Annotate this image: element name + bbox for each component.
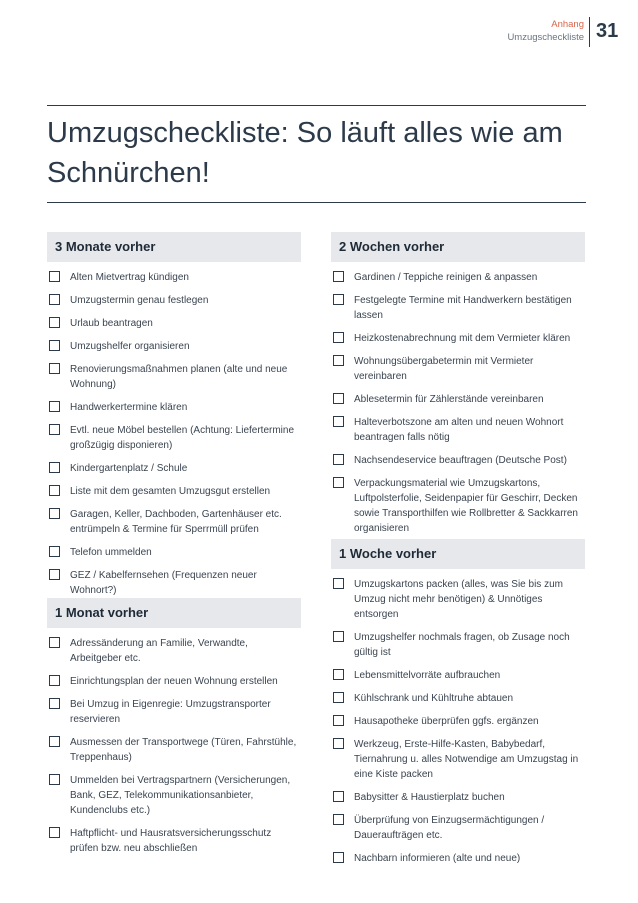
checkbox[interactable] [333, 294, 344, 305]
header-divider [589, 17, 590, 47]
item-label: Wohnungsübergabetermin mit Vermieter vereinbaren [354, 356, 534, 382]
checklist [331, 577, 585, 866]
item-label: Einrichtungsplan der neuen Wohnung erstellen [70, 676, 278, 687]
item-label: Kühlschrank und Kühltruhe abtauen [354, 693, 514, 704]
checkbox[interactable] [49, 462, 60, 473]
checklist [331, 270, 585, 536]
checkbox[interactable] [49, 569, 60, 580]
checkbox[interactable] [333, 715, 344, 726]
checkbox[interactable] [333, 669, 344, 680]
item-label: Umzugshelfer nochmals fragen, ob Zusage noch gültig ist [354, 632, 570, 658]
checklist-item[interactable] [47, 507, 301, 537]
page-header [0, 0, 638, 60]
item-label: Ummelden bei Vertragspartnern (Versicherungen, Bank, GEZ, Telekommunikationsanbieter, Kundenclubs etc.) [70, 775, 291, 816]
item-label: Werkzeug, Erste-Hilfe-Kasten, Babybedarf, Tiernahrung u. alles Notwendige am Umzugstag in eine Kiste packen [354, 739, 579, 780]
checklist-item[interactable] [331, 790, 585, 805]
checklist-item[interactable] [47, 316, 301, 331]
checkbox[interactable] [49, 546, 60, 557]
item-label: Liste mit dem gesamten Umzugsgut erstellen [70, 486, 271, 497]
checklist-item[interactable] [331, 691, 585, 706]
checkbox[interactable] [333, 271, 344, 282]
item-label: Gardinen / Teppiche reinigen & anpassen [354, 272, 538, 283]
checklist-item[interactable] [47, 362, 301, 392]
checklist-item[interactable] [47, 339, 301, 354]
section-1-woche [331, 539, 585, 874]
checkbox[interactable] [49, 294, 60, 305]
header-section: Anhang [551, 19, 584, 30]
checklist-item[interactable] [47, 270, 301, 285]
title-rule-bottom [47, 202, 586, 203]
item-label: Garagen, Keller, Dachboden, Gartenhäuser etc. entrümpeln & Termine für Sperrmüll prüfen [70, 509, 282, 535]
checklist-item[interactable] [331, 737, 585, 782]
checkbox[interactable] [333, 852, 344, 863]
item-label: Heizkostenabrechnung mit dem Vermieter klären [354, 333, 571, 344]
title-line-2: Schnürchen! [47, 157, 210, 189]
checkbox[interactable] [49, 637, 60, 648]
running-header [507, 18, 584, 44]
checklist-item[interactable] [47, 423, 301, 453]
section-2-wochen [331, 232, 585, 544]
checkbox[interactable] [333, 416, 344, 427]
checklist [47, 636, 301, 856]
section-heading: 3 Monate vorher [47, 232, 301, 262]
checkbox[interactable] [49, 774, 60, 785]
section-heading: 1 Woche vorher [331, 539, 585, 569]
checklist-item[interactable] [331, 630, 585, 660]
page-title [47, 113, 587, 193]
checklist-item[interactable] [47, 697, 301, 727]
page-number: 31 [596, 20, 619, 42]
checklist-item[interactable] [331, 813, 585, 843]
section-heading: 1 Monat vorher [47, 598, 301, 628]
item-label: Überprüfung von Einzugsermächtigungen / Daueraufträgen etc. [354, 815, 545, 841]
checkbox[interactable] [333, 477, 344, 488]
checklist-item[interactable] [47, 545, 301, 560]
checklist-item[interactable] [47, 461, 301, 476]
checkbox[interactable] [49, 675, 60, 686]
checkbox[interactable] [49, 317, 60, 328]
checklist-item[interactable] [331, 415, 585, 445]
checkbox[interactable] [49, 508, 60, 519]
section-1-monat [47, 598, 301, 864]
item-label: Alten Mietvertrag kündigen [70, 272, 189, 283]
checklist-item[interactable] [331, 714, 585, 729]
checkbox[interactable] [333, 738, 344, 749]
checklist-item[interactable] [47, 568, 301, 598]
section-3-monate [47, 232, 301, 606]
checkbox[interactable] [49, 424, 60, 435]
checklist-item[interactable] [47, 636, 301, 666]
checklist-item[interactable] [47, 826, 301, 856]
item-label: Adressänderung an Familie, Verwandte, Arbeitgeber etc. [70, 638, 248, 664]
item-label: Haftpflicht- und Hausratsversicherungsschutz prüfen bzw. neu abschließen [70, 828, 272, 854]
checklist-item[interactable] [47, 735, 301, 765]
item-label: Festgelegte Termine mit Handwerkern bestätigen lassen [354, 295, 572, 321]
item-label: Nachbarn informieren (alte und neue) [354, 853, 521, 864]
checkbox[interactable] [333, 454, 344, 465]
checkbox[interactable] [333, 355, 344, 366]
checkbox[interactable] [49, 698, 60, 709]
checkbox[interactable] [333, 332, 344, 343]
item-label: Umzugskartons packen (alles, was Sie bis zum Umzug nicht mehr benötigen) & Unnötiges entsorgen [354, 579, 563, 620]
checkbox[interactable] [333, 393, 344, 404]
item-label: Umzugstermin genau festlegen [70, 295, 209, 306]
checkbox[interactable] [333, 692, 344, 703]
item-label: Verpackungsmaterial wie Umzugskartons, Luftpolsterfolie, Seidenpapier für Geschirr, Decken sowie Transporthilfen wie Rollbretter & Sackkarren organisieren [354, 478, 578, 534]
item-label: Halteverbotszone am alten und neuen Wohnort beantragen falls nötig [354, 417, 564, 443]
header-subsection: Umzugscheckliste [507, 32, 584, 43]
checklist-item[interactable] [331, 354, 585, 384]
checkbox[interactable] [49, 736, 60, 747]
checklist-item[interactable] [331, 851, 585, 866]
item-label: Hausapotheke überprüfen ggfs. ergänzen [354, 716, 539, 727]
item-label: Umzugshelfer organisieren [70, 341, 190, 352]
item-label: Ablesetermin für Zählerstände vereinbaren [354, 394, 544, 405]
item-label: Bei Umzug in Eigenregie: Umzugstransporter reservieren [70, 699, 271, 725]
checklist-item[interactable] [331, 392, 585, 407]
checklist-item[interactable] [47, 773, 301, 818]
checkbox[interactable] [333, 578, 344, 589]
title-line-1: Umzugscheckliste: So läuft alles wie am [47, 117, 563, 149]
title-rule-top [47, 105, 586, 106]
item-label: Handwerkertermine klären [70, 402, 188, 413]
checklist-item[interactable] [47, 484, 301, 499]
item-label: Urlaub beantragen [70, 318, 153, 329]
item-label: Ausmessen der Transportwege (Türen, Fahrstühle, Treppenhaus) [70, 737, 297, 763]
checkbox[interactable] [49, 827, 60, 838]
checklist-item[interactable] [331, 293, 585, 323]
item-label: GEZ / Kabelfernsehen (Frequenzen neuer Wohnort?) [70, 570, 257, 596]
checklist-item[interactable] [331, 476, 585, 536]
checklist-item[interactable] [331, 270, 585, 285]
item-label: Telefon ummelden [70, 547, 152, 558]
checklist-item[interactable] [47, 400, 301, 415]
checklist-item[interactable] [331, 577, 585, 622]
item-label: Evtl. neue Möbel bestellen (Achtung: Liefertermine großzügig disponieren) [70, 425, 295, 451]
section-heading: 2 Wochen vorher [331, 232, 585, 262]
checklist-item[interactable] [331, 668, 585, 683]
item-label: Lebensmittelvorräte aufbrauchen [354, 670, 501, 681]
checklist-item[interactable] [47, 293, 301, 308]
checklist-item[interactable] [331, 331, 585, 346]
checkbox[interactable] [49, 401, 60, 412]
item-label: Nachsendeservice beauftragen (Deutsche Post) [354, 455, 567, 466]
checkbox[interactable] [49, 485, 60, 496]
checkbox[interactable] [49, 271, 60, 282]
checkbox[interactable] [333, 814, 344, 825]
item-label: Kindergartenplatz / Schule [70, 463, 188, 474]
checklist [47, 270, 301, 598]
checkbox[interactable] [49, 363, 60, 374]
checklist-item[interactable] [331, 453, 585, 468]
checkbox[interactable] [333, 791, 344, 802]
item-label: Babysitter & Haustierplatz buchen [354, 792, 505, 803]
checkbox[interactable] [49, 340, 60, 351]
item-label: Renovierungsmaßnahmen planen (alte und neue Wohnung) [70, 364, 288, 390]
checkbox[interactable] [333, 631, 344, 642]
checklist-item[interactable] [47, 674, 301, 689]
